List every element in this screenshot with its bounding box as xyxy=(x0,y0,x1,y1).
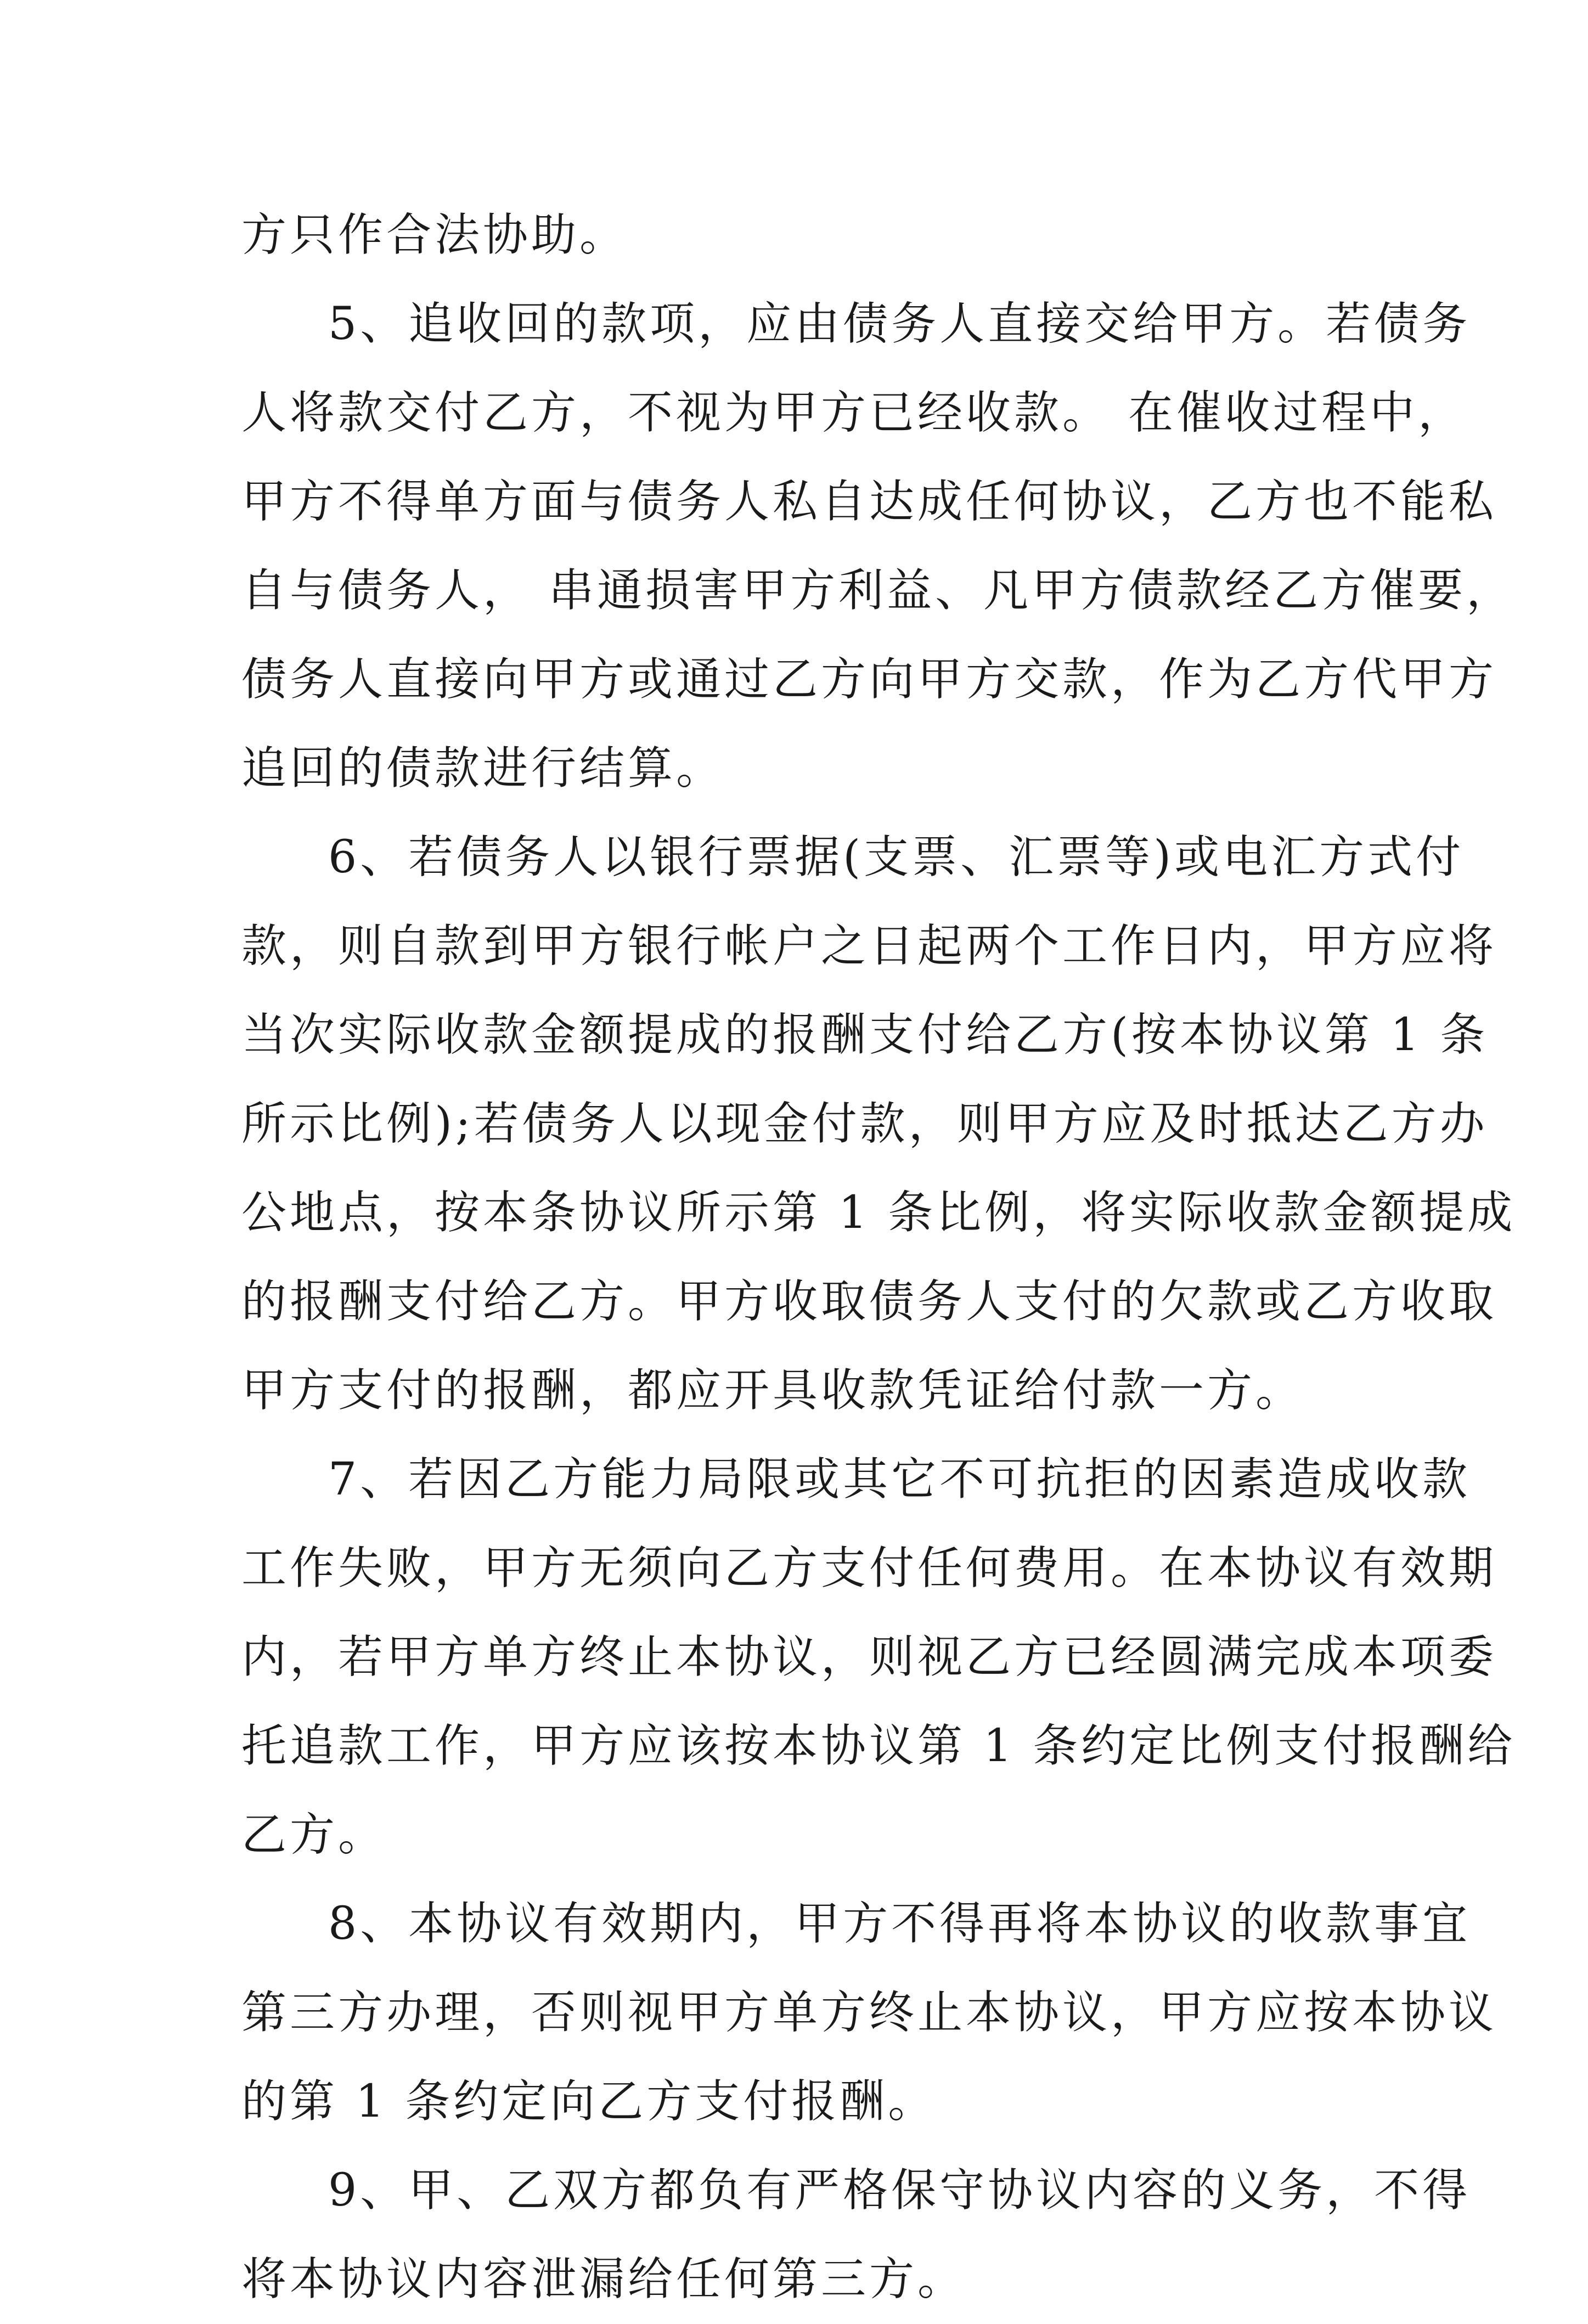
text-line: 内，若甲方单方终止本协议，则视乙方已经圆满完成本项委 xyxy=(241,1631,1497,1683)
text-line: 6、若债务人以银行票据(支票、汇票等)或电汇方式付 xyxy=(328,831,1465,883)
text-line: 甲方不得单方面与债务人私自达成任何协议，乙方也不能私 xyxy=(241,476,1497,528)
text-line: 款，则自款到甲方银行帐户之日起两个工作日内，甲方应将 xyxy=(241,920,1497,972)
text-line: 债务人直接向甲方或通过乙方向甲方交款，作为乙方代甲方 xyxy=(241,653,1497,706)
text-line: 追回的债款进行结算。 xyxy=(241,742,725,794)
text-line: 7、若因乙方能力局限或其它不可抗拒的因素造成收款 xyxy=(328,1453,1471,1505)
text-line: 第三方办理，否则视甲方单方终止本协议，甲方应按本协议 xyxy=(241,1987,1497,2039)
text-line: 9、甲、乙双方都负有严格保守协议内容的义务，不得 xyxy=(328,2164,1471,2216)
document-body xyxy=(241,191,1516,2324)
text-line: 将本协议内容泄漏给任何第三方。 xyxy=(241,2253,966,2305)
text-line: 甲方支付的报酬，都应开具收款凭证给付款一方。 xyxy=(241,1364,1304,1417)
text-line: 的报酬支付给乙方。甲方收取债务人支付的欠款或乙方收取 xyxy=(241,1276,1497,1328)
text-line: 工作失败，甲方无须向乙方支付任何费用。在本协议有效期 xyxy=(241,1542,1497,1594)
text-line: 人将款交付乙方，不视为甲方已经收款。 在催收过程中， xyxy=(241,387,1467,439)
text-line: 所示比例);若债务人以现金付款，则甲方应及时抵达乙方办 xyxy=(241,1098,1488,1150)
text-line: 当次实际收款金额提成的报酬支付给乙方(按本协议第 1 条 xyxy=(241,1009,1489,1061)
text-line: 托追款工作，甲方应该按本协议第 1 条约定比例支付报酬给 xyxy=(241,1720,1516,1772)
text-line: 的第 1 条约定向乙方支付报酬。 xyxy=(241,2075,937,2128)
text-line: 方只作合法协助。 xyxy=(241,209,628,261)
text-line: 自与债务人， 串通损害甲方利益、凡甲方债款经乙方催要， xyxy=(241,565,1515,617)
text-line: 8、本协议有效期内，甲方不得再将本协议的收款事宜 xyxy=(328,1898,1471,1950)
text-line: 乙方。 xyxy=(241,1809,387,1861)
text-line: 5、追收回的款项，应由债务人直接交给甲方。若债务 xyxy=(328,298,1471,350)
text-line: 公地点，按本条协议所示第 1 条比例，将实际收款金额提成 xyxy=(241,1187,1516,1239)
